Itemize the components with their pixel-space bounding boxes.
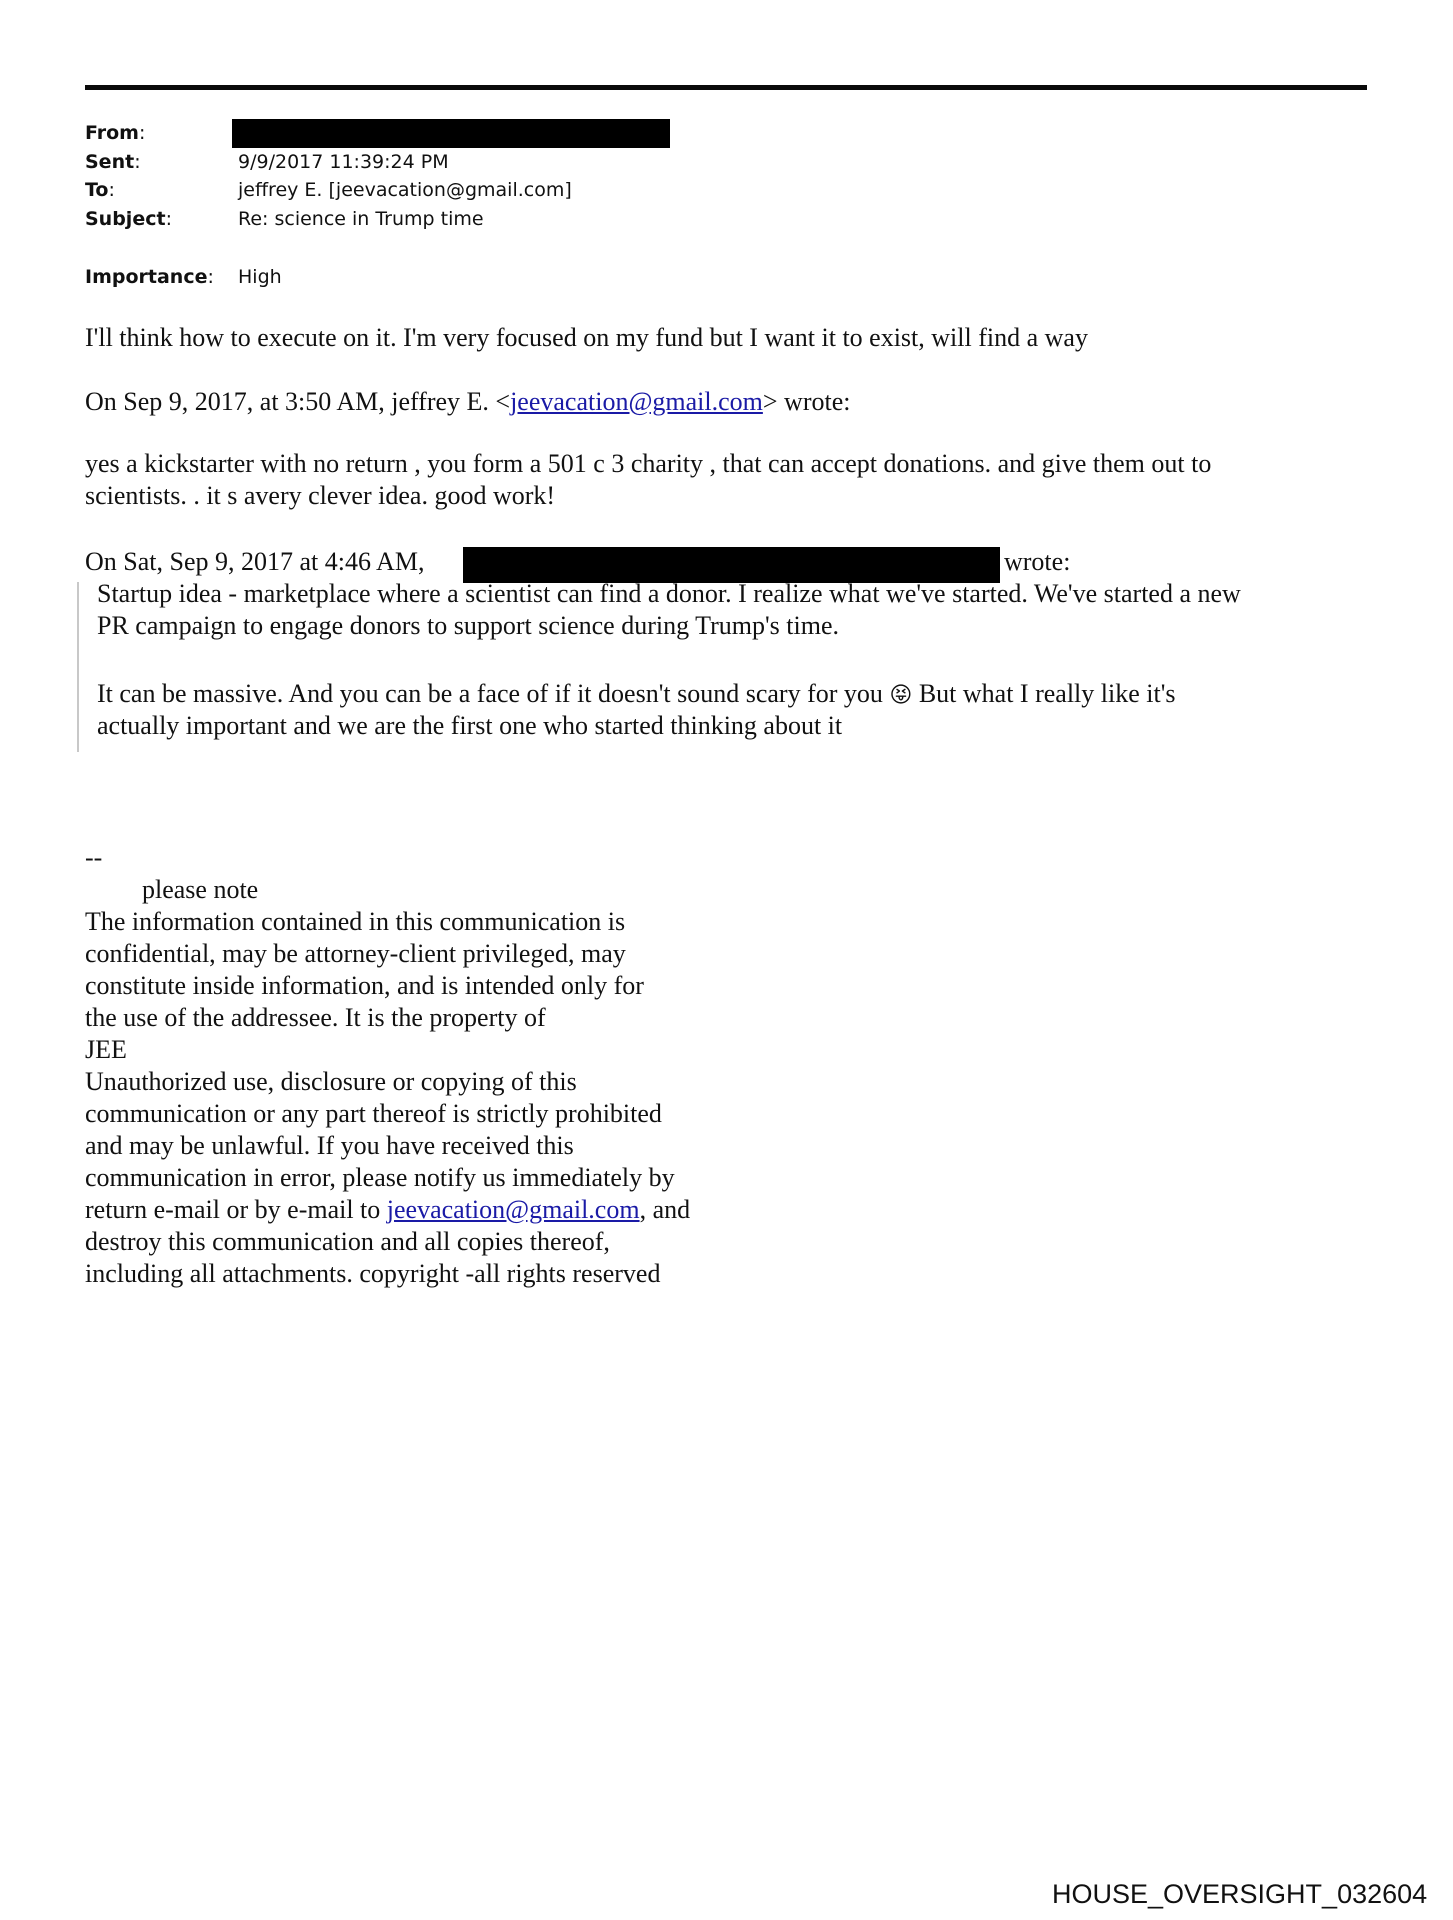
importance-value: High <box>238 266 282 288</box>
disclaimer-line: constitute inside information, and is intended only for <box>85 971 644 1000</box>
disclaimer-line: the use of the addressee. It is the property of <box>85 1003 546 1032</box>
sent-label: Sent: <box>85 151 141 173</box>
subject-label: Subject: <box>85 208 172 230</box>
disclaimer-line: confidential, may be attorney-client privileged, may <box>85 939 626 968</box>
quoted-text: But what I really like it's <box>912 679 1176 708</box>
quoted-line-2: PR campaign to engage donors to support science during Trump's time. <box>97 611 839 640</box>
importance-label: Importance: <box>85 266 214 288</box>
quoted-line-4: actually important and we are the first one who started thinking about it <box>97 711 843 740</box>
attribution-2-prefix: On Sat, Sep 9, 2017 at 4:46 AM, <box>85 547 425 576</box>
quote-bar <box>77 582 79 752</box>
sent-value: 9/9/2017 11:39:24 PM <box>238 151 449 173</box>
attribution-2-suffix: wrote: <box>1004 547 1071 576</box>
message-1-line-1: yes a kickstarter with no return , you form a 501 c 3 charity , that can accept donations. and give them out to <box>85 449 1212 478</box>
disclaimer-text: return e-mail or by e-mail to <box>85 1195 387 1224</box>
header-rule <box>85 85 1367 90</box>
signature-separator: -- <box>85 843 103 872</box>
disclaimer-line: destroy this communication and all copies thereof, <box>85 1227 610 1256</box>
email-link[interactable]: jeevacation@gmail.com <box>510 387 763 416</box>
disclaimer-line: communication or any part thereof is strictly prohibited <box>85 1099 662 1128</box>
tongue-face-icon: 😝 <box>889 683 913 708</box>
disclaimer-line: including all attachments. copyright -all rights reserved <box>85 1259 661 1288</box>
disclaimer-line: communication in error, please notify us immediately by <box>85 1163 675 1192</box>
attribution-1-suffix: > wrote: <box>762 387 851 416</box>
to-label: To: <box>85 179 115 201</box>
disclaimer-line: Unauthorized use, disclosure or copying of this <box>85 1067 577 1096</box>
message-1-line-2: scientists. . it s avery clever idea. good work! <box>85 481 556 510</box>
from-label: From: <box>85 122 146 144</box>
disclaimer-line: and may be unlawful. If you have received this <box>85 1131 574 1160</box>
attribution-1-prefix: On Sep 9, 2017, at 3:50 AM, jeffrey E. < <box>85 387 511 416</box>
bates-number: HOUSE_OVERSIGHT_032604 <box>1052 1879 1428 1909</box>
attribution-1 <box>85 386 850 418</box>
to-value: jeffrey E. [jeevacation@gmail.com] <box>238 179 572 201</box>
reply-text: I'll think how to execute on it. I'm very focused on my fund but I want it to exist, will find a way <box>85 323 1088 352</box>
disclaimer-email-line <box>85 1194 690 1226</box>
disclaimer-line: The information contained in this communication is <box>85 907 626 936</box>
signature-note: please note <box>142 875 259 904</box>
disclaimer-text: , and <box>639 1195 691 1224</box>
quoted-text: It can be massive. And you can be a face of if it doesn't sound scary for you <box>97 679 890 708</box>
from-redaction <box>232 119 670 148</box>
disclaimer-email-link[interactable]: jeevacation@gmail.com <box>386 1195 640 1224</box>
quoted-line-3 <box>97 678 1176 712</box>
subject-value: Re: science in Trump time <box>238 208 484 230</box>
quoted-line-1: Startup idea - marketplace where a scientist can find a donor. I realize what we've started. We've started a new <box>97 579 1241 608</box>
disclaimer-line: JEE <box>85 1035 127 1064</box>
